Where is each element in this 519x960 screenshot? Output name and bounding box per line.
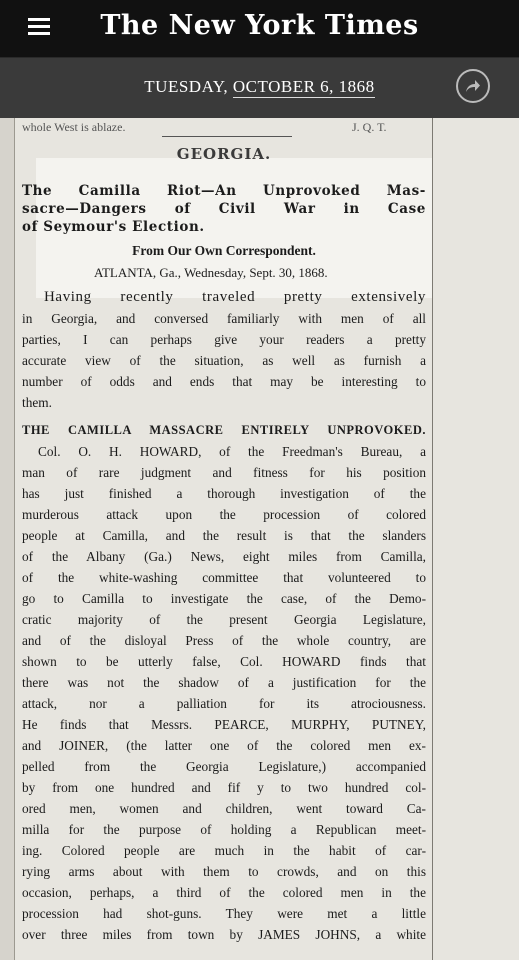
share-arrow-icon [465, 79, 481, 93]
top-navigation-bar [0, 0, 519, 58]
paragraph-line: man of rare judgment and fitness for his position [22, 465, 426, 480]
paragraph-line: parties, I can perhaps give your readers a pretty [22, 332, 426, 347]
paragraph-line: murderous attack upon the procession of colored [22, 507, 426, 522]
paragraph-line: occasion, perhaps, a third of the colored men in the [22, 885, 426, 900]
paragraph-line: go to Camilla to investigate the case, of the Demo- [22, 591, 426, 606]
paragraph-line: of the white-washing committee that volunteered to [22, 570, 426, 585]
paragraph-line: number of odds and ends that may be interesting to [22, 374, 426, 389]
paragraph-line: has just finished a thorough investigation of the [22, 486, 426, 501]
paragraph-line: ing. Colored people are much in the habit of car- [22, 843, 426, 858]
paragraph-line: ored men, women and children, went toward Ca- [22, 801, 426, 816]
paragraph-line: by from one hundred and fif y to two hundred col- [22, 780, 426, 795]
paragraph-line: there was not the shadow of a justification for the [22, 675, 426, 690]
paragraph-line: shown to be utterly false, Col. HOWARD finds that [22, 654, 426, 669]
issue-weekday: TUESDAY, [144, 77, 229, 96]
top-rule [162, 136, 292, 137]
top-fragment-left: whole West is ablaze. [22, 120, 126, 134]
paragraph-line: people at Camilla, and the result is that the slanders [22, 528, 426, 543]
paragraph-line: in Georgia, and conversed familiarly with men of all [22, 311, 426, 326]
article-subhead: THE CAMILLA MASSACRE ENTIRELY UNPROVOKED. [22, 423, 426, 437]
paragraph-line: and JOINER, (the latter one of the colored men ex- [22, 738, 426, 753]
article-dateline: ATLANTA, Ga., Wednesday, Sept. 30, 1868. [94, 265, 328, 280]
article-headline: GEORGIA. [176, 145, 272, 163]
paragraph-line: rying arms about with them to crowds, and on this [22, 864, 426, 879]
paragraph-line: pelled from the Georgia Legislature,) accompanied [22, 759, 426, 774]
app-brand-title[interactable]: The New York Times [100, 10, 419, 41]
date-bar [0, 58, 519, 118]
left-column-edge [0, 118, 15, 960]
paragraph-line: attack, nor a palliation for its atrociousness. [22, 696, 426, 711]
article-byline: From Our Own Correspondent. [132, 243, 316, 258]
paragraph-line: milla for the purpose of holding a Republican meet- [22, 822, 426, 837]
share-button[interactable] [456, 69, 490, 103]
paragraph-line: them. [22, 395, 52, 410]
paragraph-line: of the Albany (Ga.) News, eight miles from Camilla, [22, 549, 426, 564]
paragraph-line: cratic majority of the present Georgia Legislature, [22, 612, 426, 627]
paragraph-line: He finds that Messrs. PEARCE, MURPHY, PUTNEY, [22, 717, 426, 732]
paragraph-line: Having recently traveled pretty extensively [44, 289, 426, 305]
article-deck-line: sacre—Dangers of Civil War in Case [22, 201, 426, 217]
paragraph-line: over three miles from town by JAMES JOHNS, a white [22, 927, 426, 942]
paragraph-line: accurate view of the situation, as well as furnish a [22, 353, 426, 368]
issue-date-link[interactable]: OCTOBER 6, 1868 [232, 77, 375, 96]
newspaper-page-scan [0, 118, 519, 960]
paragraph-line: Col. O. H. HOWARD, of the Freedman's Bureau, a [38, 444, 426, 459]
column-rule [432, 118, 433, 960]
article-deck-line: The Camilla Riot—An Unprovoked Mas- [22, 183, 426, 199]
top-fragment-right: J. Q. T. [352, 120, 387, 134]
paragraph-line: and of the disloyal Press of the whole country, are [22, 633, 426, 648]
article-deck-line: of Seymour's Election. [22, 219, 205, 235]
issue-date [0, 77, 519, 97]
paragraph-line: procession had shot-guns. They were met a little [22, 906, 426, 921]
